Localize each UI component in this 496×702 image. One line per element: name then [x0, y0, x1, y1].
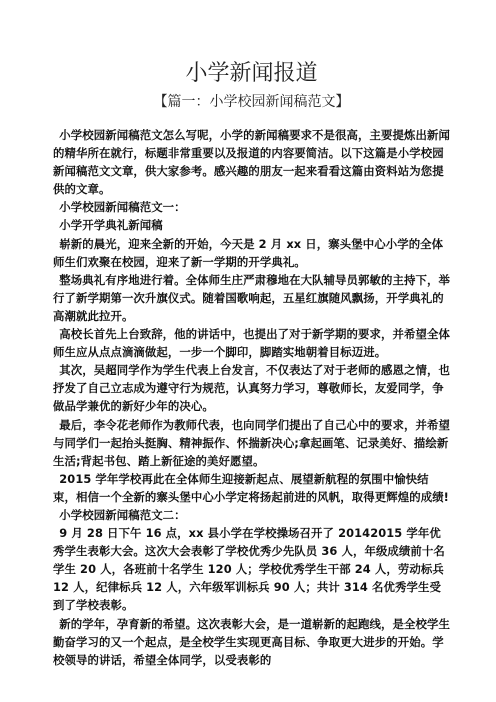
paragraph: 小学开学典礼新闻稿: [59, 218, 163, 233]
document-subtitle: 【篇一：小学校园新闻稿范文】: [153, 94, 350, 110]
paragraph: 其次，吴超同学作为学生代表上台发言，不仅表达了对于老师的感恩之情，也抒发了自己立志成为遵守行为规范，认真努力学习，尊敬师长，友爱同学，争做品学兼优的新好少年的决心。: [53, 363, 450, 414]
paragraph: 最后，李令花老师作为教师代表，也向同学们提出了自己心中的要求，并希望与同学们一起抬头挺胸、精神振作、怀揣新决心;拿起画笔、记录美好、描绘新生活;背起书包、踏上新征途的美好愿望。: [53, 417, 450, 468]
paragraph: 崭新的晨光，迎来全新的开始，今天是 2 月 xx 日，寨头堡中心小学的全体师生们欢聚在校园，迎来了新一学期的开学典礼。: [53, 236, 444, 269]
paragraph: 小学校园新闻稿范文一：: [59, 200, 186, 215]
paragraph: 小学校园新闻稿范文二：: [59, 507, 186, 522]
paragraph: 2015 学年学校再此在全体师生迎接新起点、展望新航程的氛围中愉快结束，相信一个全新的寨头堡中心小学定将扬起前进的风帆，取得更辉煌的成绩!: [53, 471, 449, 504]
paragraph: 高校长首先上台致辞，他的讲话中，也提出了对于新学期的要求，并希望全体师生应从点点滴滴做起，一步一个脚印，脚踏实地朝着目标迈进。: [53, 327, 450, 360]
paragraph: 新的学年，孕育新的希望。这次表彰大会，是一道崭新的起跑线，是全校学生勤奋学习的又一个起点，是全校学生实现更高目标、争取更大进步的开始。学校领导的讲话，希望全体同学，以受表彰的: [53, 616, 450, 667]
document-title: 小学新闻报道: [185, 61, 318, 86]
paragraph: 小学校园新闻稿范文怎么写呢，小学的新闻稿要求不是很高，主要提炼出新闻的精华所在就行，标题非常重要以及报道的内容要简洁。以下这篇是小学校园新闻稿范文文章，供大家参考。感兴趣的朋友一起来看看这篇由资料站为您提供的文章。: [53, 128, 450, 197]
paragraph: 整场典礼有序地进行着。全体师生庄严肃穆地在大队辅导员郭敏的主持下，举行了新学期第一次升旗仪式。随着国歌响起，五星红旗随风飘扬，开学典礼的高潮就此拉开。: [53, 272, 450, 323]
document-body: [53, 126, 450, 669]
paragraph: 9 月 28 日下午 16 点，xx 县小学在学校操场召开了 20142015 学年优秀学生表彰大会。这次大会表彰了学校优秀少先队员 36 人，年级成绩前十名学生 20 人，各班前十名学生 120 人；学校优秀学生干部 24 人，劳动标兵 12 人，纪律标兵 12 人，六年级军训标兵 90 人；共计 314 名优秀学生受到了学校表彰。: [53, 526, 445, 613]
